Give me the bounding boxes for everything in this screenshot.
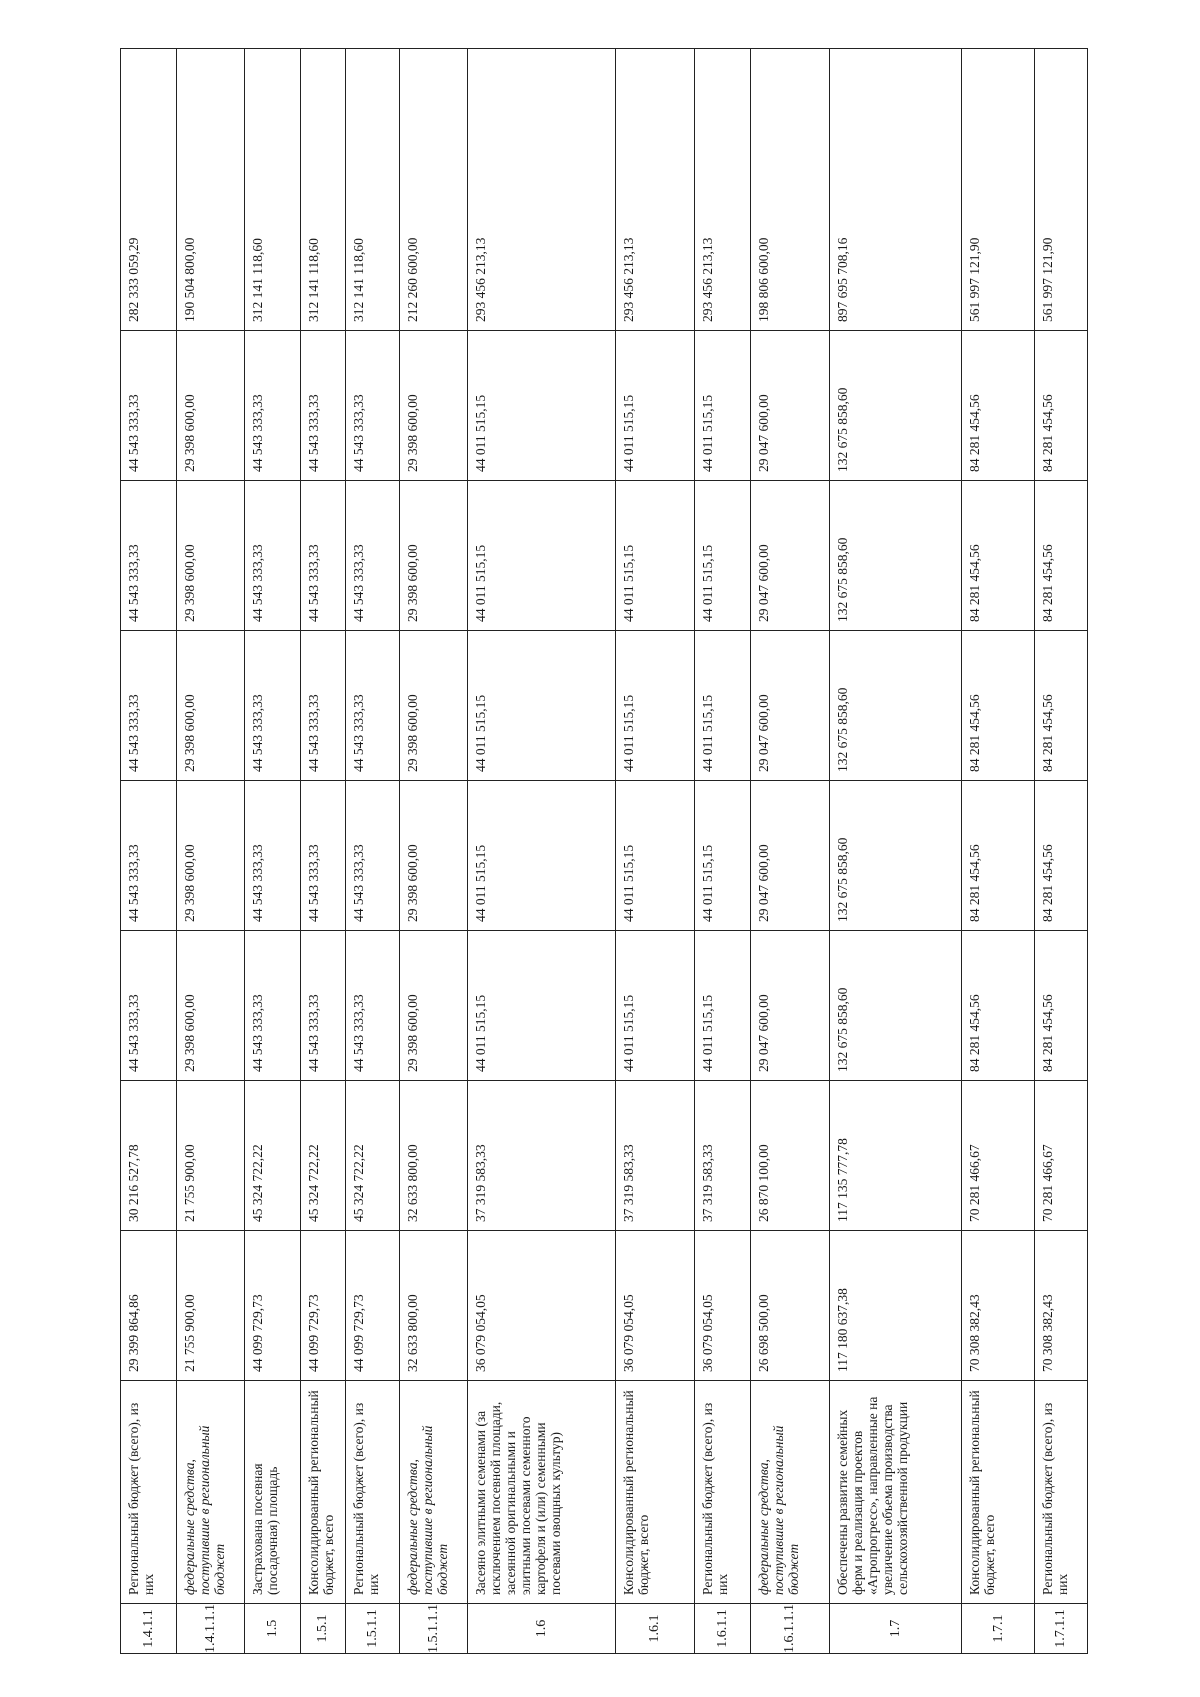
row-number: 1.7.1.1 <box>1034 1604 1087 1654</box>
value-cell: 84 281 454,56 <box>1034 631 1087 781</box>
value-cell: 29 047 600,00 <box>750 931 829 1081</box>
value-cell: 84 281 454,56 <box>1034 781 1087 931</box>
table-body <box>121 49 1088 1654</box>
total-value-cell: 312 141 118,60 <box>300 49 345 331</box>
row-label: Консолидированный региональный бюджет, всего <box>615 1381 694 1604</box>
row-label: Консолидированный региональный бюджет, всего <box>300 1381 345 1604</box>
value-cell: 45 324 722,22 <box>245 1081 301 1231</box>
value-cell: 44 543 333,33 <box>121 331 177 481</box>
value-cell: 84 281 454,56 <box>1034 331 1087 481</box>
value-cell: 132 675 858,60 <box>829 781 962 931</box>
value-cell: 26 870 100,00 <box>750 1081 829 1231</box>
value-cell: 44 543 333,33 <box>300 481 345 631</box>
row-number: 1.6.1 <box>615 1604 694 1654</box>
value-cell: 32 633 800,00 <box>400 1081 467 1231</box>
value-cell: 29 398 600,00 <box>176 781 245 931</box>
table-row <box>615 49 694 1654</box>
table-row <box>121 49 177 1654</box>
total-value-cell: 282 333 059,29 <box>121 49 177 331</box>
value-cell: 84 281 454,56 <box>962 781 1034 931</box>
value-cell: 36 079 054,05 <box>694 1231 750 1381</box>
total-value-cell: 897 695 708,16 <box>829 49 962 331</box>
row-number: 1.6 <box>467 1604 615 1654</box>
value-cell: 29 047 600,00 <box>750 331 829 481</box>
value-cell: 44 011 515,15 <box>467 331 615 481</box>
value-cell: 70 308 382,43 <box>1034 1231 1087 1381</box>
value-cell: 44 011 515,15 <box>694 631 750 781</box>
value-cell: 44 099 729,73 <box>300 1231 345 1381</box>
value-cell: 26 698 500,00 <box>750 1231 829 1381</box>
value-cell: 37 319 583,33 <box>615 1081 694 1231</box>
value-cell: 21 755 900,00 <box>176 1231 245 1381</box>
value-cell: 45 324 722,22 <box>300 1081 345 1231</box>
row-number: 1.7.1 <box>962 1604 1034 1654</box>
value-cell: 29 398 600,00 <box>176 481 245 631</box>
row-label: Консолидированный региональный бюджет, всего <box>962 1381 1034 1604</box>
row-label: федеральные средства, поступившие в региональный бюджет <box>750 1381 829 1604</box>
total-value-cell: 190 504 800,00 <box>176 49 245 331</box>
table-row <box>962 49 1034 1654</box>
table-row <box>694 49 750 1654</box>
value-cell: 44 011 515,15 <box>615 481 694 631</box>
table-row <box>400 49 467 1654</box>
value-cell: 44 011 515,15 <box>615 331 694 481</box>
value-cell: 44 011 515,15 <box>615 781 694 931</box>
row-label: Региональный бюджет (всего), из них <box>694 1381 750 1604</box>
value-cell: 44 543 333,33 <box>121 781 177 931</box>
value-cell: 44 099 729,73 <box>345 1231 399 1381</box>
total-value-cell: 561 997 121,90 <box>962 49 1034 331</box>
row-label: Региональный бюджет (всего), из них <box>121 1381 177 1604</box>
value-cell: 29 398 600,00 <box>400 481 467 631</box>
row-number: 1.7 <box>829 1604 962 1654</box>
value-cell: 44 011 515,15 <box>615 631 694 781</box>
value-cell: 44 543 333,33 <box>245 781 301 931</box>
total-value-cell: 198 806 600,00 <box>750 49 829 331</box>
value-cell: 44 543 333,33 <box>121 631 177 781</box>
table-row <box>176 49 245 1654</box>
value-cell: 44 011 515,15 <box>694 781 750 931</box>
row-label: Засеяно элитными семенами (за исключением посевной площади, засеянной оригинальными и элитными посевами семенного картофеля и (или) семенными посевами овощных культур) <box>467 1381 615 1604</box>
row-number: 1.6.1.1 <box>694 1604 750 1654</box>
row-number: 1.5.1.1 <box>345 1604 399 1654</box>
value-cell: 29 047 600,00 <box>750 631 829 781</box>
value-cell: 44 543 333,33 <box>121 931 177 1081</box>
value-cell: 29 398 600,00 <box>176 631 245 781</box>
table-row <box>467 49 615 1654</box>
value-cell: 44 011 515,15 <box>467 631 615 781</box>
value-cell: 84 281 454,56 <box>962 931 1034 1081</box>
value-cell: 44 543 333,33 <box>245 481 301 631</box>
value-cell: 29 398 600,00 <box>400 931 467 1081</box>
value-cell: 44 543 333,33 <box>345 781 399 931</box>
value-cell: 44 543 333,33 <box>345 481 399 631</box>
value-cell: 45 324 722,22 <box>345 1081 399 1231</box>
value-cell: 70 281 466,67 <box>962 1081 1034 1231</box>
budget-table <box>120 48 1088 1654</box>
value-cell: 44 543 333,33 <box>245 331 301 481</box>
value-cell: 29 398 600,00 <box>400 331 467 481</box>
total-value-cell: 212 260 600,00 <box>400 49 467 331</box>
value-cell: 44 011 515,15 <box>467 931 615 1081</box>
value-cell: 44 543 333,33 <box>300 631 345 781</box>
value-cell: 36 079 054,05 <box>467 1231 615 1381</box>
value-cell: 132 675 858,60 <box>829 931 962 1081</box>
table-row <box>829 49 962 1654</box>
row-number: 1.6.1.1.1 <box>750 1604 829 1654</box>
value-cell: 29 399 864,86 <box>121 1231 177 1381</box>
total-value-cell: 561 997 121,90 <box>1034 49 1087 331</box>
value-cell: 44 543 333,33 <box>300 331 345 481</box>
row-label: Региональный бюджет (всего), из них <box>1034 1381 1087 1604</box>
row-label: федеральные средства, поступившие в региональный бюджет <box>176 1381 245 1604</box>
value-cell: 44 543 333,33 <box>121 481 177 631</box>
value-cell: 44 543 333,33 <box>345 931 399 1081</box>
value-cell: 44 099 729,73 <box>245 1231 301 1381</box>
value-cell: 84 281 454,56 <box>1034 931 1087 1081</box>
value-cell: 30 216 527,78 <box>121 1081 177 1231</box>
row-label: Застрахована посевная (посадочная) площадь <box>245 1381 301 1604</box>
value-cell: 36 079 054,05 <box>615 1231 694 1381</box>
value-cell: 29 047 600,00 <box>750 481 829 631</box>
value-cell: 29 398 600,00 <box>176 931 245 1081</box>
row-number: 1.5.1.1.1 <box>400 1604 467 1654</box>
total-value-cell: 293 456 213,13 <box>615 49 694 331</box>
value-cell: 44 543 333,33 <box>300 931 345 1081</box>
value-cell: 44 011 515,15 <box>615 931 694 1081</box>
row-label: Региональный бюджет (всего), из них <box>345 1381 399 1604</box>
value-cell: 44 011 515,15 <box>694 931 750 1081</box>
value-cell: 44 011 515,15 <box>467 781 615 931</box>
value-cell: 44 011 515,15 <box>694 481 750 631</box>
value-cell: 117 135 777,78 <box>829 1081 962 1231</box>
value-cell: 37 319 583,33 <box>694 1081 750 1231</box>
total-value-cell: 312 141 118,60 <box>245 49 301 331</box>
value-cell: 44 543 333,33 <box>245 631 301 781</box>
table-row <box>345 49 399 1654</box>
value-cell: 70 308 382,43 <box>962 1231 1034 1381</box>
value-cell: 29 047 600,00 <box>750 781 829 931</box>
total-value-cell: 293 456 213,13 <box>694 49 750 331</box>
value-cell: 44 543 333,33 <box>245 931 301 1081</box>
value-cell: 32 633 800,00 <box>400 1231 467 1381</box>
value-cell: 44 543 333,33 <box>300 781 345 931</box>
table-row <box>750 49 829 1654</box>
value-cell: 29 398 600,00 <box>400 781 467 931</box>
value-cell: 84 281 454,56 <box>962 331 1034 481</box>
value-cell: 44 543 333,33 <box>345 631 399 781</box>
value-cell: 21 755 900,00 <box>176 1081 245 1231</box>
value-cell: 37 319 583,33 <box>467 1081 615 1231</box>
value-cell: 44 543 333,33 <box>345 331 399 481</box>
rotated-table-container <box>120 49 1088 1654</box>
row-label: Обеспечены развитие семейных ферм и реализация проектов «Агропрогресс», направленные на увеличение объема производства сельскохозяйственной продукции <box>829 1381 962 1604</box>
row-number: 1.4.1.1 <box>121 1604 177 1654</box>
value-cell: 84 281 454,56 <box>962 481 1034 631</box>
table-row <box>245 49 301 1654</box>
total-value-cell: 312 141 118,60 <box>345 49 399 331</box>
table-row <box>1034 49 1087 1654</box>
value-cell: 29 398 600,00 <box>176 331 245 481</box>
value-cell: 132 675 858,60 <box>829 331 962 481</box>
value-cell: 44 011 515,15 <box>694 331 750 481</box>
row-number: 1.4.1.1.1 <box>176 1604 245 1654</box>
total-value-cell: 293 456 213,13 <box>467 49 615 331</box>
value-cell: 84 281 454,56 <box>1034 481 1087 631</box>
value-cell: 84 281 454,56 <box>962 631 1034 781</box>
row-label: федеральные средства, поступившие в региональный бюджет <box>400 1381 467 1604</box>
row-number: 1.5.1 <box>300 1604 345 1654</box>
value-cell: 117 180 637,38 <box>829 1231 962 1381</box>
value-cell: 132 675 858,60 <box>829 481 962 631</box>
value-cell: 44 011 515,15 <box>467 481 615 631</box>
value-cell: 132 675 858,60 <box>829 631 962 781</box>
table-row <box>300 49 345 1654</box>
row-number: 1.5 <box>245 1604 301 1654</box>
value-cell: 29 398 600,00 <box>400 631 467 781</box>
value-cell: 70 281 466,67 <box>1034 1081 1087 1231</box>
